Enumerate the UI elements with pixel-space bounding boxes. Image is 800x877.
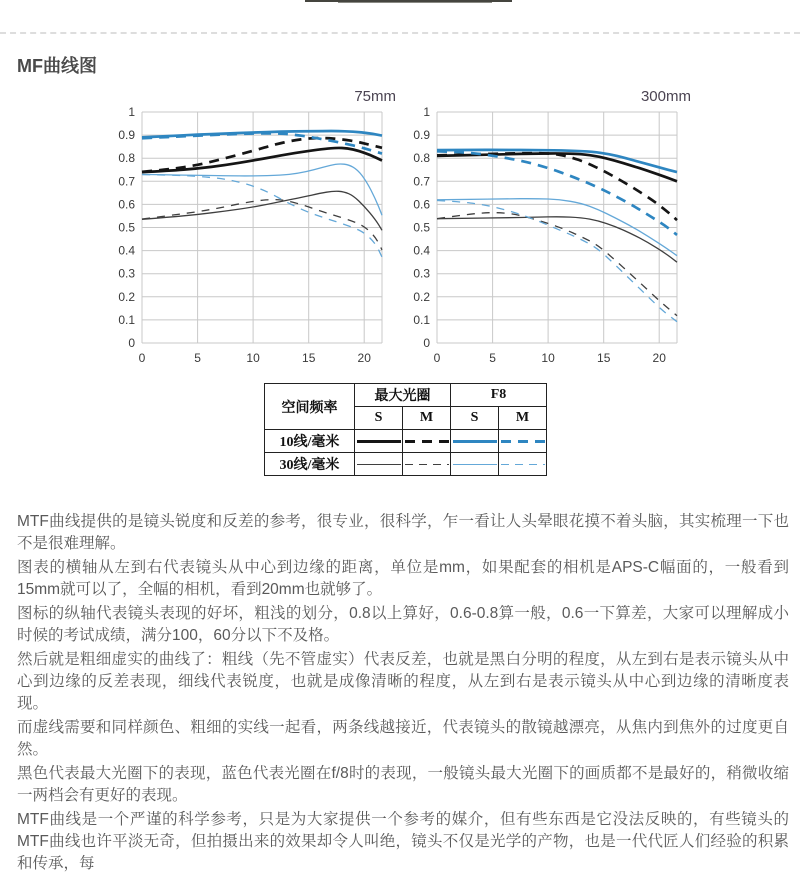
svg-text:0.7: 0.7 — [118, 174, 135, 189]
svg-text:0.3: 0.3 — [413, 266, 430, 281]
body-paragraph: 而虚线需要和同样颜色、粗细的实线一起看，两条线越接近，代表镜头的散镜越漂亮，从焦内到焦外的过度更自然。 — [17, 719, 789, 758]
svg-text:0.8: 0.8 — [413, 151, 430, 166]
legend-row-label: 10线/毫米 — [265, 430, 355, 453]
legend-row-label: 30线/毫米 — [265, 453, 355, 476]
article-body — [17, 511, 789, 877]
svg-text:300mm: 300mm — [640, 88, 691, 105]
legend-header-f8: F8 — [451, 384, 547, 407]
line-sample-blue-thick-dashed — [501, 440, 545, 443]
svg-text:0.4: 0.4 — [118, 243, 135, 258]
svg-text:0.2: 0.2 — [413, 289, 430, 304]
svg-text:1: 1 — [423, 105, 430, 119]
svg-text:0.5: 0.5 — [118, 220, 135, 235]
svg-text:20: 20 — [357, 351, 371, 365]
section-title: MF曲线图 — [17, 56, 97, 76]
svg-text:0.6: 0.6 — [413, 197, 430, 212]
svg-text:5: 5 — [194, 351, 201, 365]
svg-text:15: 15 — [597, 351, 611, 365]
legend-table — [264, 383, 547, 476]
svg-text:15: 15 — [302, 351, 316, 365]
line-sample-black-thin-solid — [357, 464, 401, 465]
legend-header-max-aperture: 最大光圈 — [355, 384, 451, 407]
body-paragraph: 图标的纵轴代表镜头表现的好坏，粗浅的划分，0.8以上算好，0.6-0.8算一般，0.6一下算差，大家可以理解成小时候的考试成绩，满分100，60分以下不及格。 — [17, 605, 789, 644]
svg-text:20: 20 — [652, 351, 666, 365]
body-paragraph: MTF曲线提供的是镜头锐度和反差的参考，很专业，很科学，乍一看让人头晕眼花摸不着头脑，其实梳理一下也不是很难理解。 — [17, 513, 789, 552]
legend-subheader-s: S — [355, 407, 403, 430]
legend-header-spatial-frequency: 空间频率 — [265, 384, 355, 430]
body-paragraph: 黑色代表最大光圈下的表现，蓝色代表光圈在f/8时的表现，一般镜头最大光圈下的画质都不是最好的，稍微收缩一两档会有更好的表现。 — [17, 765, 789, 804]
legend-subheader-m: M — [403, 407, 451, 430]
svg-text:0.4: 0.4 — [413, 243, 430, 258]
cropped-table-bottom-border-shadow — [338, 2, 492, 3]
svg-text:0: 0 — [433, 351, 441, 365]
line-sample-blue-thin-dashed — [501, 464, 545, 465]
legend-row-30-lines — [265, 453, 547, 476]
svg-text:10: 10 — [541, 351, 555, 365]
svg-text:75mm: 75mm — [354, 88, 396, 105]
svg-text:0: 0 — [138, 351, 146, 365]
body-paragraph: MTF曲线是一个严谨的科学参考，只是为大家提供一个参考的媒介，但有些东西是它没法反映的，有些镜头的MTF曲线也许平淡无奇，但拍摄出来的效果却令人叫绝，镜头不仅是光学的产物，也是一代代匠人们经验的积累和传承，每 — [17, 811, 789, 872]
line-sample-blue-thin-solid — [453, 464, 497, 465]
svg-text:0.3: 0.3 — [118, 266, 135, 281]
body-paragraph: 然后就是粗细虚实的曲线了：粗线（先不管虚实）代表反差，也就是黑白分明的程度，从左到右是表示镜头从中心到边缘的反差表现，细线代表锐度，也就是成像清晰的程度，从左到右是表示镜头从中心到边缘的清晰度表现。 — [17, 651, 789, 712]
line-sample-black-thin-dashed — [405, 464, 449, 465]
mtf-chart-75mm — [112, 80, 407, 372]
line-sample-black-thick-solid — [357, 440, 401, 443]
svg-text:0.1: 0.1 — [413, 312, 430, 327]
legend-row-10-lines — [265, 430, 547, 453]
dashed-divider — [0, 32, 800, 34]
svg-text:0.1: 0.1 — [118, 312, 135, 327]
svg-text:5: 5 — [489, 351, 496, 365]
svg-text:0.9: 0.9 — [413, 128, 430, 143]
svg-text:0.9: 0.9 — [118, 128, 135, 143]
svg-text:0: 0 — [128, 336, 135, 350]
svg-text:0.2: 0.2 — [118, 289, 135, 304]
svg-text:0.8: 0.8 — [118, 151, 135, 166]
svg-text:1: 1 — [128, 105, 135, 119]
line-sample-blue-thick-solid — [453, 440, 497, 443]
svg-text:10: 10 — [246, 351, 260, 365]
legend-subheader-s: S — [451, 407, 499, 430]
mtf-chart-300mm — [407, 80, 702, 372]
svg-text:0: 0 — [423, 336, 430, 350]
svg-text:0.5: 0.5 — [413, 220, 430, 235]
legend-subheader-m: M — [499, 407, 547, 430]
svg-text:0.7: 0.7 — [413, 174, 430, 189]
line-sample-black-thick-dashed — [405, 440, 449, 443]
svg-text:0.6: 0.6 — [118, 197, 135, 212]
body-paragraph: 图表的横轴从左到右代表镜头从中心到边缘的距离，单位是mm，如果配套的相机是APS-C幅面的，一般看到15mm就可以了，全幅的相机，看到20mm也就够了。 — [17, 559, 789, 598]
